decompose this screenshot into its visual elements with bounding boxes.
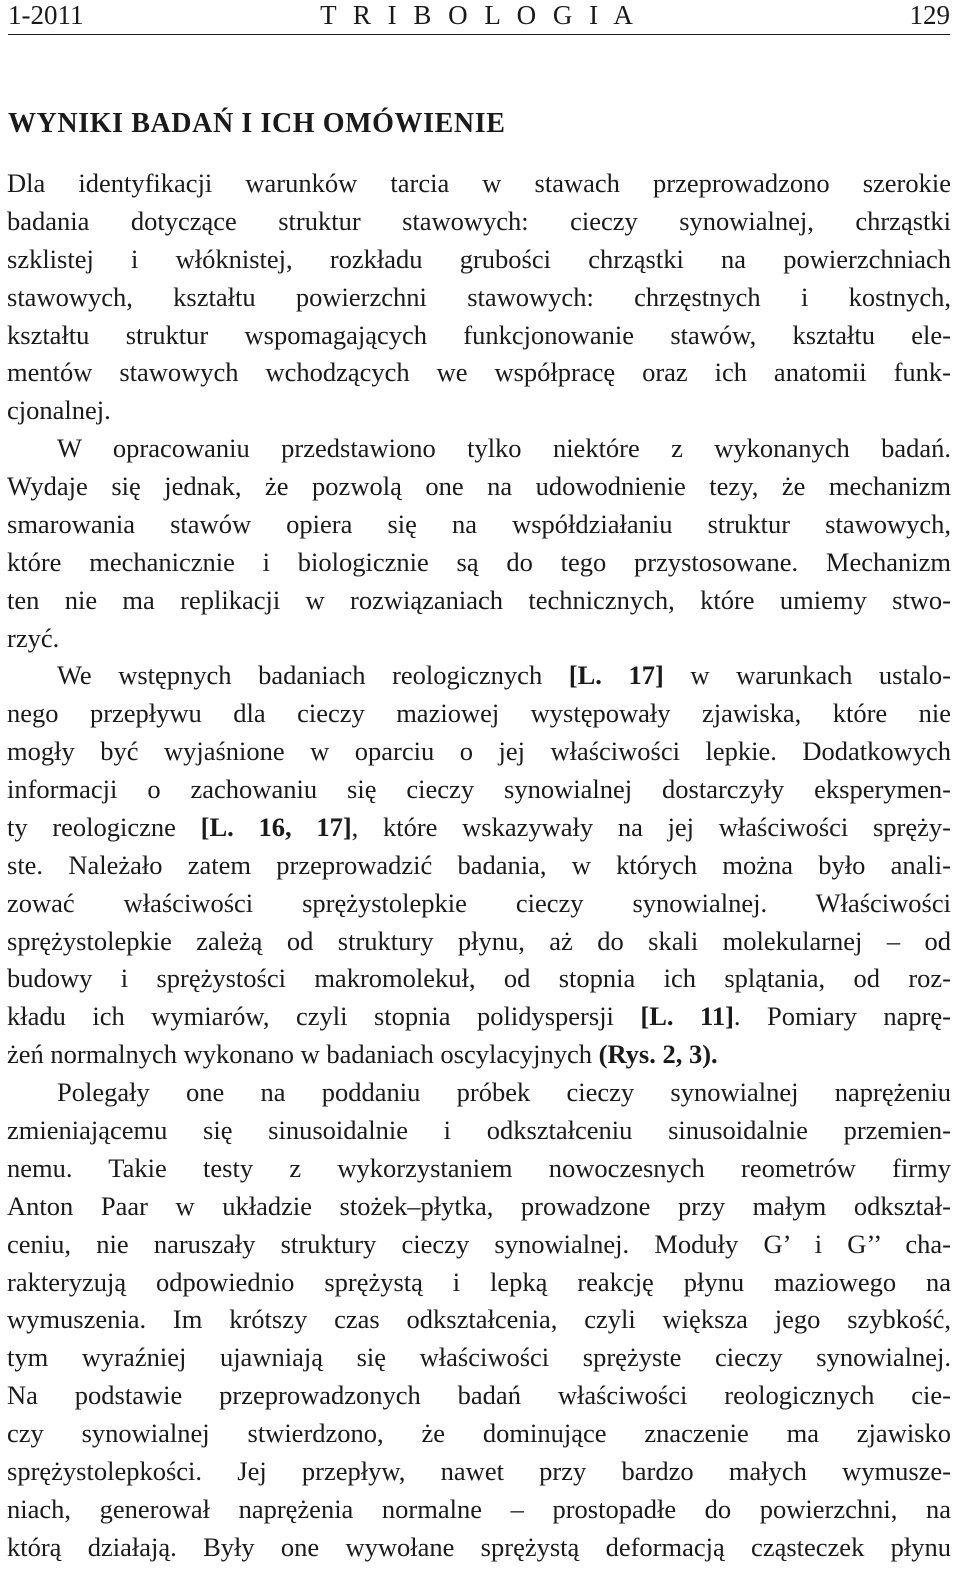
text-line: żeń normalnych wykonano w badaniach oscylacyjnych (Rys. 2, 3). [7, 1039, 718, 1070]
text-line: kładu ich wymiarów, czyli stopnia polidyspersji [L. 11]. Pomiary naprę- [7, 1001, 951, 1032]
text-line: informacji o zachowaniu się cieczy synowialnej dostarczyły eksperymen- [7, 774, 951, 805]
text-line: Polegały one na poddaniu próbek cieczy synowialnej naprężeniu [57, 1077, 951, 1108]
text-line: rakteryzują odpowiednio sprężystą i lepką reakcję płynu maziowego na [7, 1266, 951, 1297]
text-line: badania dotyczące struktur stawowych: cieczy synowialnej, chrząstki [7, 205, 951, 236]
text-line: ten nie ma replikacji w rozwiązaniach technicznych, które umiemy stwo- [7, 584, 951, 615]
text-line: ste. Należało zatem przeprowadzić badania, w których można było anali- [7, 849, 951, 880]
text-line: ceniu, nie naruszały struktury cieczy synowialnej. Moduły G’ i G’’ cha- [7, 1228, 951, 1259]
text-line: którą działają. Były one wywołane sprężystą deformacją cząsteczek płynu [7, 1531, 951, 1562]
text-line: nego przepływu dla cieczy maziowej występowały zjawiska, które nie [7, 698, 951, 729]
text-line: budowy i sprężystości makromolekuł, od stopnia ich splątania, od roz- [7, 963, 951, 994]
text-line: zmieniającemu się sinusoidalnie i odkształceniu sinusoidalnie przemien- [7, 1115, 951, 1145]
text-line: ty reologiczne [L. 16, 17], które wskazywały na jej właściwości spręży- [7, 811, 951, 842]
journal-title: T R I B O L O G I A [320, 0, 638, 30]
text-line: zować właściwości sprężystolepkie cieczy synowialnej. Właściwości [7, 887, 951, 918]
section-heading: WYNIKI BADAŃ I ICH OMÓWIENIE [8, 108, 506, 139]
text-line: które mechanicznie i biologicznie są do tego przystosowane. Mechanizm [7, 546, 951, 577]
text-line: szklistej i włóknistej, rozkładu grubości chrząstki na powierzchniach [7, 243, 951, 274]
text-line: tym wyraźniej ujawniają się właściwości sprężyste cieczy synowialnej. [7, 1342, 951, 1373]
issue-number: 1-2011 [8, 0, 84, 30]
text-line: sprężystolepkości. Jej przepływ, nawet przy bardzo małych wymusze- [7, 1455, 951, 1486]
text-line: We wstępnych badaniach reologicznych [L. 17] w warunkach ustalo- [57, 660, 952, 691]
page-number: 129 [909, 0, 950, 30]
text-line: W opracowaniu przedstawiono tylko niektóre z wykonanych badań. [57, 433, 951, 464]
text-line: mentów stawowych wchodzących we współpracę oraz ich anatomii funk- [7, 357, 951, 388]
text-line: niach, generował naprężenia normalne – prostopadłe do powierzchni, na [7, 1493, 951, 1524]
text-line: Wydaje się jednak, że pozwolą one na udowodnienie tezy, że mechanizm [7, 471, 951, 502]
text-line: Na podstawie przeprowadzonych badań właściwości reologicznych cie- [7, 1380, 951, 1411]
text-line: rzyć. [7, 622, 60, 653]
text-line: sprężystolepkie zależą od struktury płynu, aż do skali molekularnej – od [7, 925, 951, 956]
text-line: cjonalnej. [7, 395, 111, 426]
text-line: nemu. Takie testy z wykorzystaniem nowoczesnych reometrów firmy [7, 1152, 951, 1183]
text-line: smarowania stawów opiera się na współdziałaniu struktur stawowych, [7, 508, 951, 539]
text-line: kształtu struktur wspomagających funkcjonowanie stawów, kształtu ele- [7, 319, 951, 350]
text-line: czy synowialnej stwierdzono, że dominujące znaczenie ma zjawisko [7, 1418, 951, 1449]
text-line: mogły być wyjaśnione w oparciu o jej właściwości lepkie. Dodatkowych [7, 736, 951, 767]
text-line: Anton Paar w układzie stożek–płytka, prowadzone przy małym odkształ- [7, 1190, 951, 1221]
text-line: Dla identyfikacji warunków tarcia w stawach przeprowadzono szerokie [7, 168, 951, 198]
text-line: stawowych, kształtu powierzchni stawowych: chrzęstnych i kostnych, [7, 281, 951, 312]
text-line: wymuszenia. Im krótszy czas odkształcenia, czyli większa jego szybkość, [7, 1304, 951, 1335]
running-header [8, 0, 950, 35]
